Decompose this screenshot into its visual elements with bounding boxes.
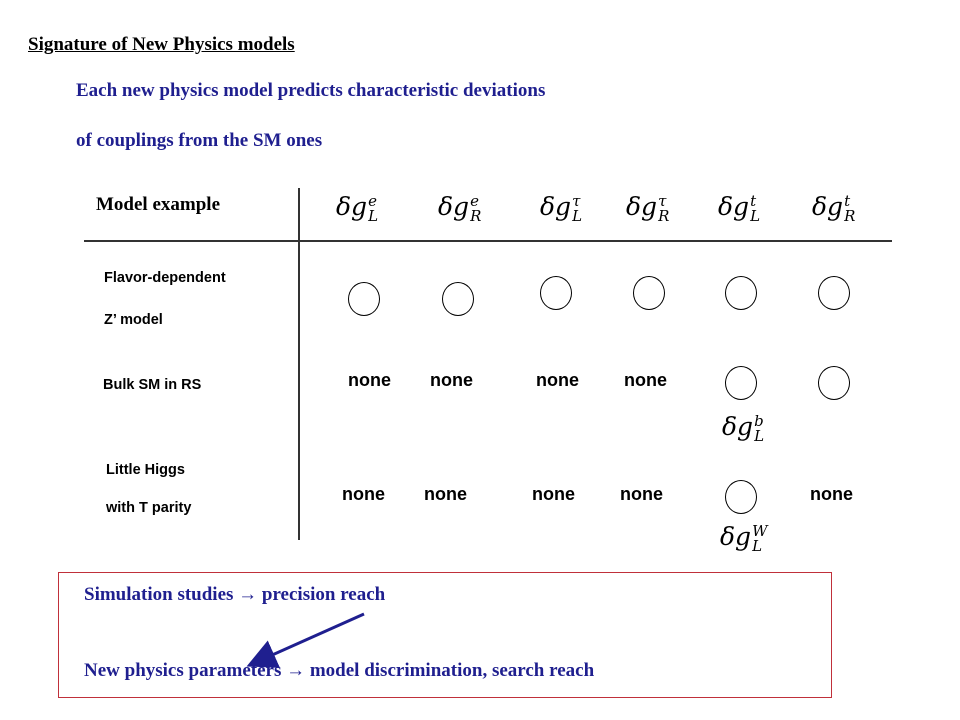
cell-none: none [430, 370, 473, 390]
cell-none: none [536, 370, 579, 390]
column-header-ge-r: δg e R [438, 191, 482, 225]
row-label-little-higgs-line-2: with T parity [106, 500, 192, 516]
summary-line-2: New physics parameters → model discrimination, search reach [84, 660, 595, 681]
column-header-gtau-l: δg τ L [540, 191, 583, 225]
subtitle-line-2: of couplings from the SM ones [76, 130, 323, 151]
column-header-gt-l: δg t L [718, 191, 761, 225]
note-gb-l: δg b L [722, 411, 765, 445]
cell-none: none [624, 370, 667, 390]
cell-none: none [620, 484, 663, 504]
cell-none: none [532, 484, 575, 504]
row-label-little-higgs-line-1: Little Higgs [106, 462, 185, 478]
cell-none: none [424, 484, 467, 504]
row-label-bulk-sm: Bulk SM in RS [103, 377, 202, 393]
column-header-ge-l: δg e L [336, 191, 379, 225]
summary-line-1: Simulation studies → precision reach [84, 584, 386, 605]
subtitle-line-1: Each new physics model predicts characteristic deviations [76, 80, 546, 101]
slide-title: Signature of New Physics models [28, 34, 295, 55]
row-label-flavor-line-1: Flavor-dependent [104, 270, 226, 286]
cell-none: none [810, 484, 853, 504]
table-header-label: Model example [96, 194, 221, 215]
row-label-flavor-line-2: Z’ model [104, 312, 163, 328]
note-gw-l: δg W L [720, 521, 768, 555]
column-header-gtau-r: δg τ R [626, 191, 670, 225]
cell-none: none [348, 370, 391, 390]
cell-none: none [342, 484, 385, 504]
column-header-gt-r: δg t R [812, 191, 856, 225]
